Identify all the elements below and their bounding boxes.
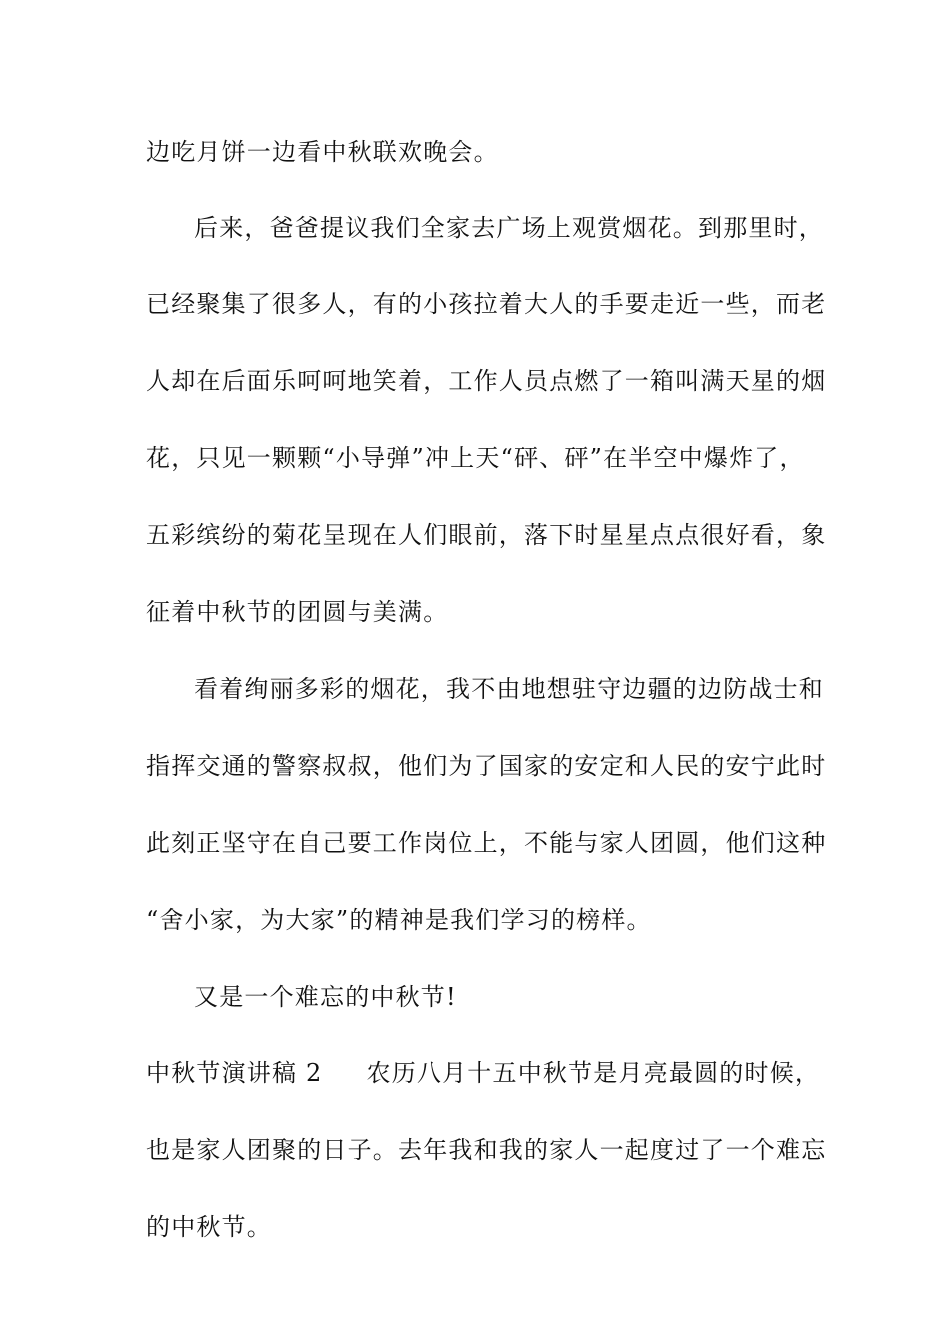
text-line-8: 看着绚丽多彩的烟花，我不由地想驻守边疆的边防战士和 <box>194 675 824 703</box>
text-line-12: 又是一个难忘的中秋节! <box>194 983 457 1011</box>
text-line-9: 指挥交通的警察叔叔，他们为了国家的安定和人民的安宁此时 <box>146 752 827 780</box>
text-line-13: 农历八月十五中秋节是月亮最圆的时候， <box>366 1059 821 1087</box>
text-line-6: 五彩缤纷的菊花呈现在人们眼前，落下时星星点点很好看，象 <box>146 521 827 549</box>
text-line-2: 后来，爸爸提议我们全家去广场上观赏烟花。到那里时， <box>194 214 824 242</box>
text-line-14: 也是家人团聚的日子。去年我和我的家人一起度过了一个难忘 <box>146 1136 827 1164</box>
text-line-5: 花，只见一颗颗“小导弹”冲上天“砰、砰”在半空中爆炸了， <box>146 444 805 472</box>
text-line-7: 征着中秋节的团圆与美满。 <box>146 598 449 626</box>
text-line-4: 人却在后面乐呵呵地笑着，工作人员点燃了一箱叫满天星的烟 <box>146 367 827 395</box>
section-title: 中秋节演讲稿 2 <box>146 1059 323 1087</box>
text-line-10: 此刻正坚守在自己要工作岗位上，不能与家人团圆，他们这种 <box>146 829 827 857</box>
text-line-15: 的中秋节。 <box>146 1213 272 1241</box>
text-line-3: 已经聚集了很多人，有的小孩拉着大人的手要走近一些，而老 <box>146 290 827 318</box>
text-line-1: 边吃月饼一边看中秋联欢晚会。 <box>146 138 499 166</box>
section-heading-line <box>146 1058 836 1088</box>
text-line-11: “舍小家，为大家”的精神是我们学习的榜样。 <box>146 906 652 934</box>
